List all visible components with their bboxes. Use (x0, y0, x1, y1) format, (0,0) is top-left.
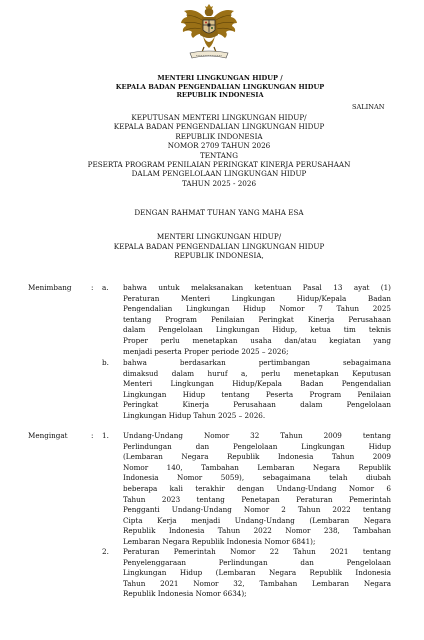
mengingat-item-1 (123, 431, 391, 548)
menteri-line: KEPALA BADAN PENGENDALIAN LINGKUNGAN HIDUP (113, 241, 325, 251)
text-line: Republik Indonesia Nomor 6634); (123, 589, 247, 599)
text-line: Menteri Lingkungan Hidup/Kepala Badan Pengendalian (123, 379, 391, 389)
text-line: Cipta Kerja menjadi Undang-Undang (Lembaran Negara (123, 515, 391, 525)
mengingat-item-number: 1. (102, 431, 109, 440)
title-line: TENTANG (200, 150, 238, 160)
text-line: dimaksud dalam huruf a, perlu menetapkan Keputusan (123, 368, 391, 378)
menimbang-item-b (123, 358, 391, 422)
menteri-line: MENTERI LINGKUNGAN HIDUP/ (156, 232, 282, 241)
title-line: KEPALA BADAN PENGENDALIAN LINGKUNGAN HIDUP (113, 122, 325, 132)
rahmat-line: DENGAN RAHMAT TUHAN YANG MAHA ESA (134, 208, 304, 217)
text-line: menjadi peserta Proper periode 2025 – 2026; (123, 346, 289, 356)
text-line: bahwa untuk melaksanakan ketentuan Pasal 13 ayat (1) (123, 283, 391, 292)
text-line: Proper perlu menetapkan usaha dan/atau kegiatan yang (123, 335, 391, 345)
menimbang-colon: : (91, 283, 94, 292)
text-line: bahwa berdasarkan pertimbangan sebagaimana (123, 358, 391, 367)
text-line: Lembaran Negara Republik Indonesia Nomor 6841); (123, 536, 316, 546)
mengingat-label: Mengingat (28, 431, 68, 440)
issuer-line: KEPALA BADAN PENGENDALIAN LINGKUNGAN HIDUP (115, 82, 325, 91)
title-line: DALAM PENGELOLAAN LINGKUNGAN HIDUP (131, 169, 307, 179)
title-line: NOMOR 2709 TAHUN 2026 (167, 141, 271, 151)
text-line: Tahun 2021 Nomor 32, Tambahan Lembaran Negara (123, 578, 391, 588)
mengingat-item-number: 2. (102, 547, 109, 556)
title-line: KEPUTUSAN MENTERI LINGKUNGAN HIDUP/ (131, 113, 307, 122)
menteri-line: REPUBLIK INDONESIA, (174, 251, 264, 261)
text-line: Lingkungan Hidup Tahun 2025 – 2026. (123, 410, 266, 420)
mengingat-colon: : (91, 431, 94, 440)
text-line: Tahun 2023 tentang Penetapan Peraturan Pemerintah (123, 494, 391, 504)
issuer-line: REPUBLIK INDONESIA (176, 91, 264, 100)
text-line: Pengendalian Lingkungan Hidup Nomor 7 Tahun 2025 (123, 304, 391, 314)
menimbang-item-number: a. (102, 283, 109, 292)
issuer-line: MENTERI LINGKUNGAN HIDUP / (157, 74, 283, 82)
text-line: Penyelenggaraan Perlindungan dan Pengelolaan (123, 557, 391, 567)
text-line: dalam Pengelolaan Lingkungan Hidup, ketua tim teknis (123, 325, 391, 335)
menimbang-label: Menimbang (28, 283, 72, 292)
garuda-emblem-icon (178, 3, 240, 65)
mengingat-item-2 (123, 547, 391, 600)
title-line: TAHUN 2025 - 2026 (181, 178, 257, 188)
text-line: Peraturan Menteri Lingkungan Hidup/Kepala Badan (123, 293, 391, 303)
text-line: Pengganti Undang-Undang Nomor 2 Tahun 2022 tentang (123, 505, 391, 515)
text-line: Peraturan Pemerintah Nomor 22 Tahun 2021 tentang (123, 547, 391, 556)
text-line: tentang Program Penilaian Peringkat Kinerja Perusahaan (123, 314, 391, 324)
salinan-label: SALINAN (352, 103, 385, 111)
text-line: Lingkungan Hidup (Lembaran Negara Republik Indonesia (123, 568, 391, 578)
text-line: Nomor 140, Tambahan Lembaran Negara Republik (123, 462, 391, 472)
text-line: (Lembaran Negara Republik Indonesia Tahun 2009 (123, 452, 391, 462)
text-line: beberapa kali terakhir dengan Undang-Undang Nomor 6 (123, 483, 391, 493)
menteri-heading (20, 232, 418, 261)
text-line: Peringkat Kinerja Perusahaan dalam Pengelolaan (123, 400, 391, 410)
title-line: REPUBLIK INDONESIA (175, 131, 263, 141)
issuer-heading (70, 74, 370, 100)
menimbang-item-a (123, 283, 391, 357)
text-line: Undang-Undang Nomor 32 Tahun 2009 tentang (123, 431, 391, 440)
menimbang-item-number: b. (102, 358, 109, 367)
text-line: Lingkungan Hidup tentang Peserta Program Penilaian (123, 389, 391, 399)
text-line: Perlindungan dan Pengelolaan Lingkungan Hidup (123, 441, 391, 451)
text-line: Indonesia Nomor 5059), sebagaimana telah diubah (123, 473, 391, 483)
decree-title (20, 113, 418, 188)
text-line: Republik Indonesia Tahun 2022 Nomor 238, Tambahan (123, 526, 391, 536)
title-line: PESERTA PROGRAM PENILAIAN PERINGKAT KINERJA PERUSAHAAN (87, 160, 351, 170)
